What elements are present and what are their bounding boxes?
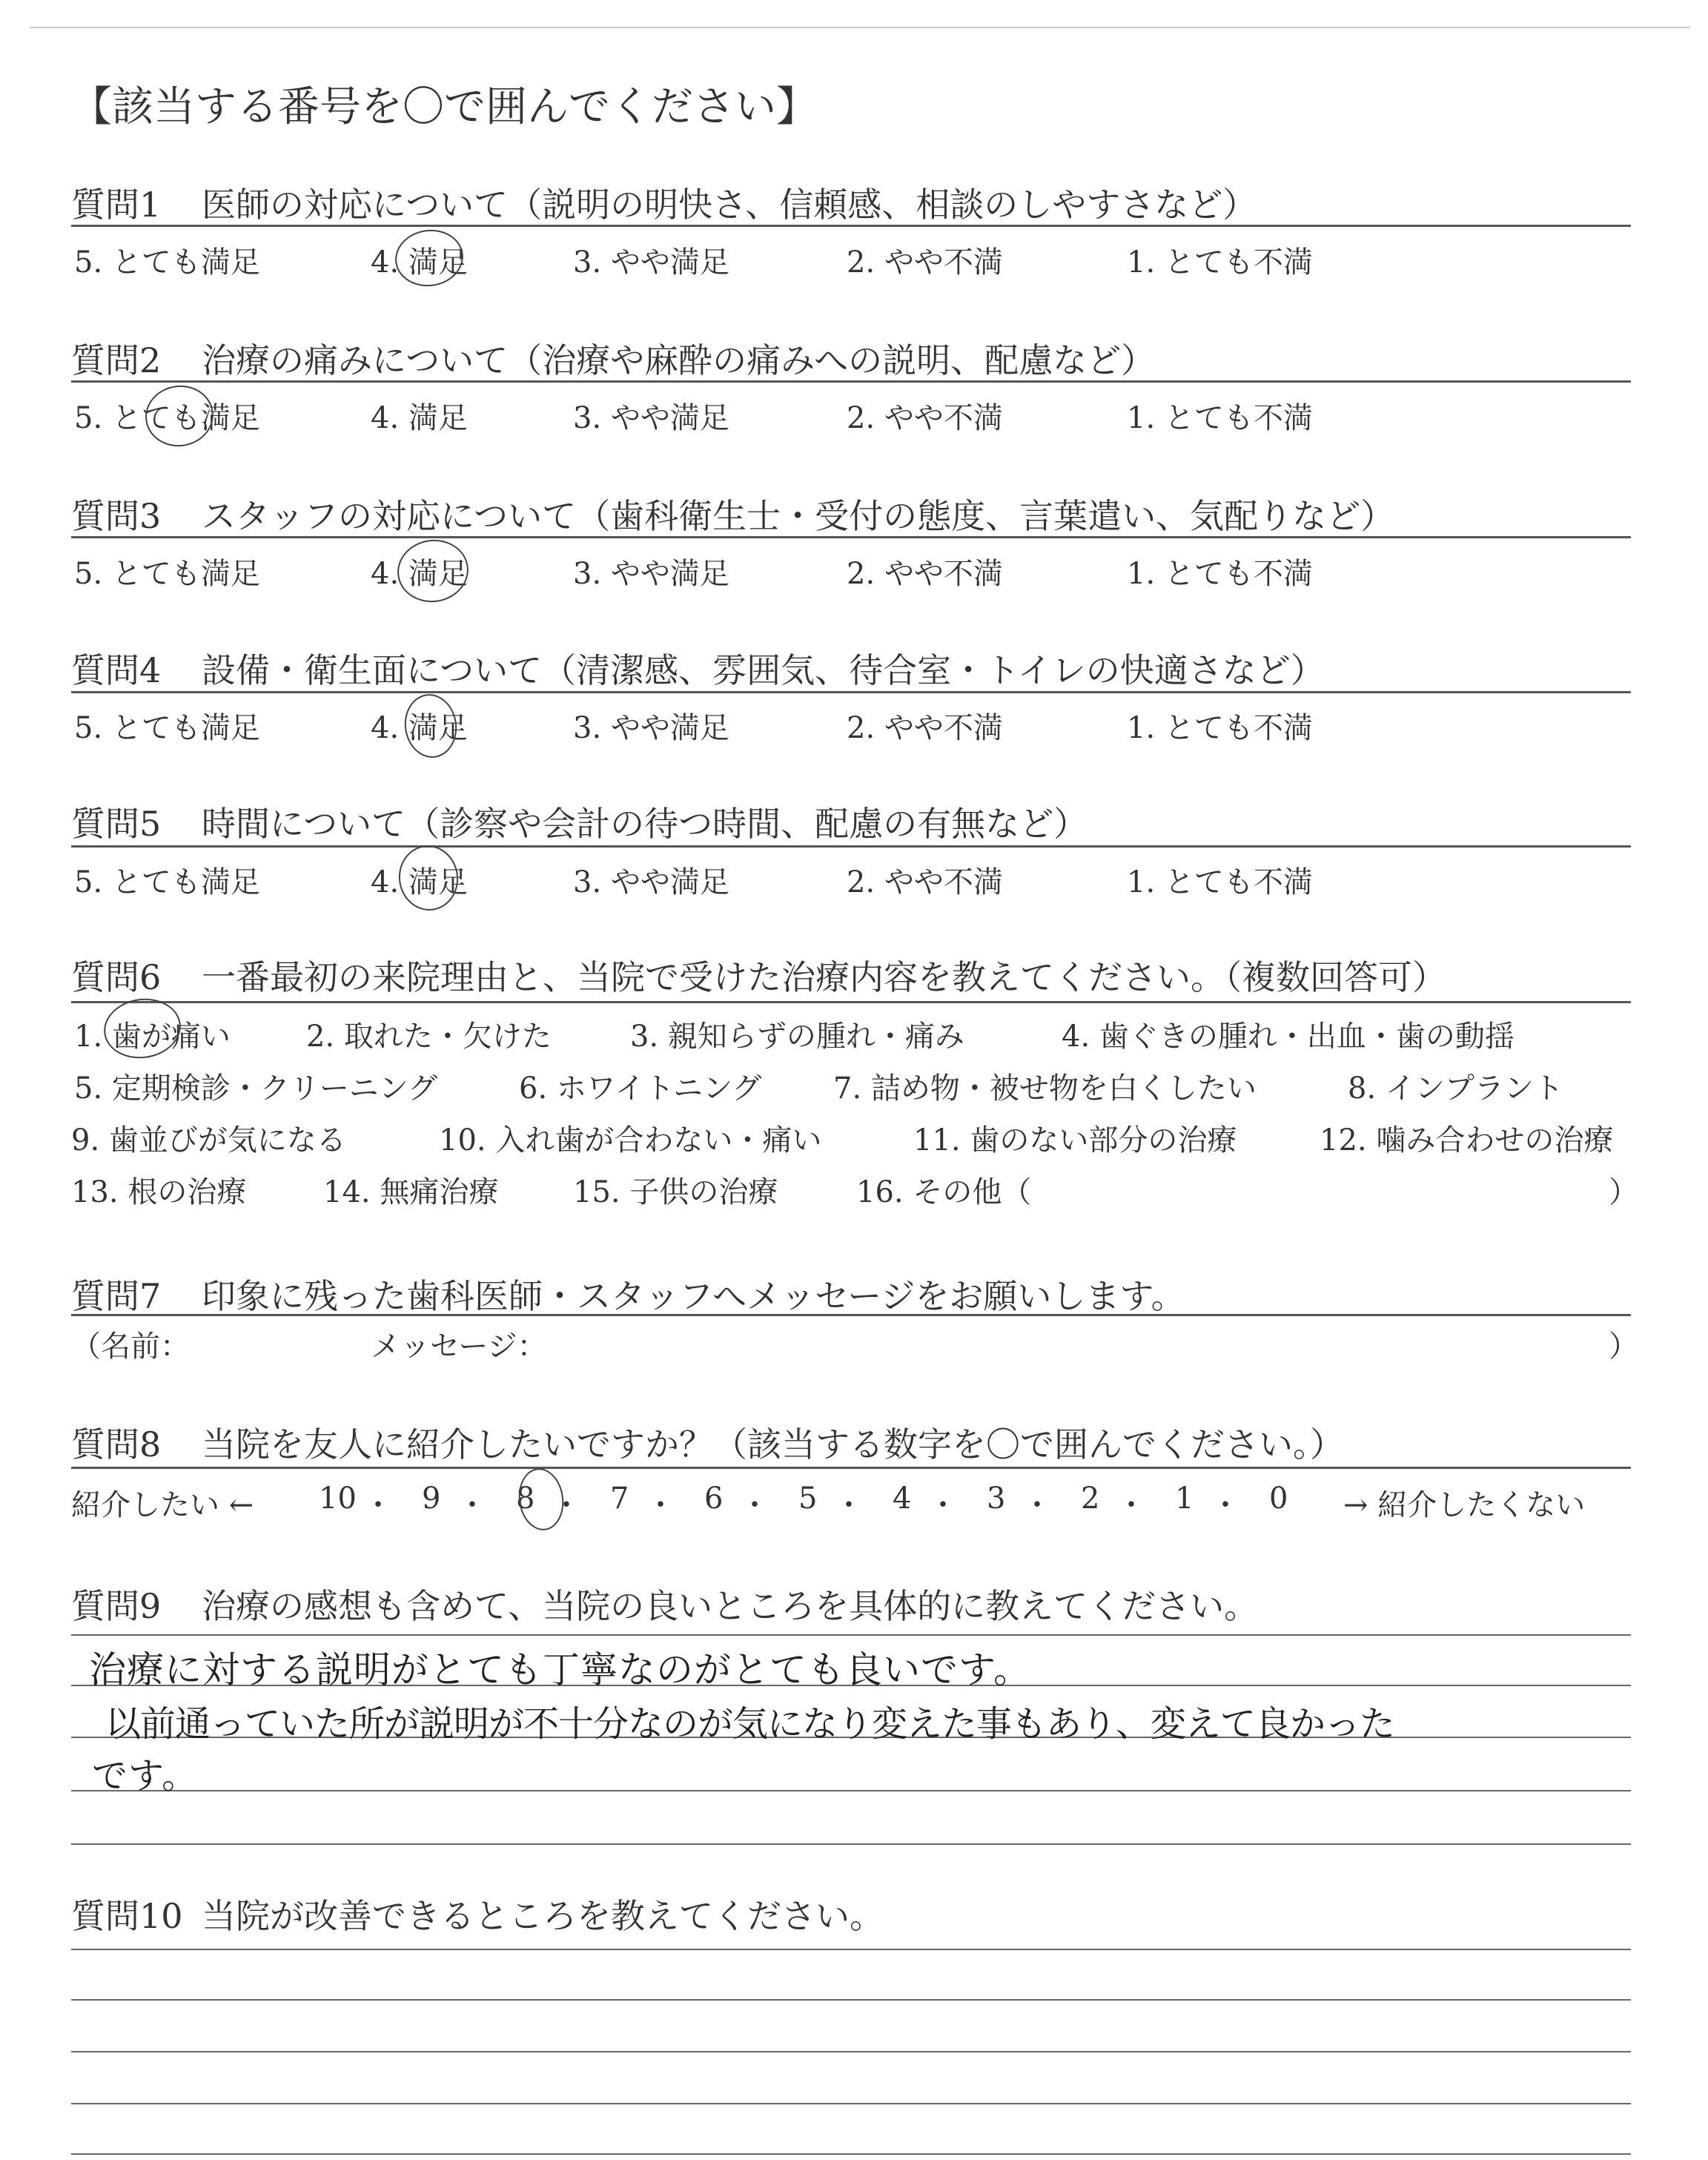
question-number: 質問5 [71, 804, 162, 844]
answer-line [71, 1790, 1631, 1791]
question-10 [71, 1889, 884, 1938]
page-top-border [30, 27, 1690, 28]
q6-option-4[interactable]: 4. 歯ぐきの腫れ・出血・歯の動揺 [1062, 1020, 1515, 1054]
question-rule [71, 536, 1631, 538]
question-6 [71, 951, 1446, 1000]
q9-answer-line-2[interactable]: 以前通っていた所が説明が不十分なのが気になり変えた事もあり、変えて良かった [105, 1703, 1395, 1745]
q3-option-1[interactable]: 1. とても不満 [1127, 557, 1313, 591]
question-number: 質問4 [71, 650, 162, 690]
q2-option-3[interactable]: 3. やや満足 [573, 401, 729, 435]
q8-separator: ・ [1022, 1488, 1052, 1522]
answer-line [71, 1949, 1631, 1950]
q5-option-4[interactable]: 4. 満足 [371, 865, 468, 899]
question-number: 質問6 [71, 957, 162, 997]
q6-option-2[interactable]: 2. 取れた・欠けた [306, 1020, 552, 1054]
question-rule [71, 1001, 1631, 1003]
q8-score-6[interactable]: 6 [704, 1482, 724, 1516]
question-text: 医師の対応について（説明の明快さ、信頼感、相談のしやすさなど） [202, 185, 1257, 225]
q8-separator: ・ [363, 1488, 393, 1522]
question-text: 治療の感想も含めて、当院の良いところを具体的に教えてください。 [202, 1586, 1259, 1626]
answer-line [71, 1843, 1631, 1845]
q4-option-1[interactable]: 1. とても不満 [1127, 711, 1313, 745]
question-2 [71, 334, 1155, 383]
q4-option-3[interactable]: 3. やや満足 [573, 711, 729, 745]
question-rule [71, 225, 1631, 227]
answer-line [71, 2103, 1631, 2104]
q3-option-3[interactable]: 3. やや満足 [573, 557, 729, 591]
question-9 [71, 1579, 1258, 1628]
q8-separator: ・ [928, 1488, 958, 1522]
q3-option-4[interactable]: 4. 満足 [371, 557, 468, 591]
selection-circle [142, 381, 218, 451]
q8-score-8[interactable]: 8 [516, 1482, 535, 1516]
question-text: 時間について（診察や会計の待つ時間、配慮の有無など） [202, 804, 1088, 844]
q8-score-3[interactable]: 3 [987, 1482, 1006, 1516]
question-8 [71, 1418, 1344, 1467]
question-number: 質問3 [71, 496, 162, 536]
question-text: 設備・衛生面について（清潔感、雰囲気、待合室・トイレの快適さなど） [202, 650, 1325, 690]
page-title: 【該当する番号を〇で囲んでください】 [70, 83, 818, 131]
question-text: 当院を友人に紹介したいですか？（該当する数字を〇で囲んでください。） [202, 1424, 1344, 1464]
q8-separator: ・ [1116, 1488, 1146, 1522]
q5-option-2[interactable]: 2. やや不満 [847, 865, 1003, 899]
question-7 [71, 1269, 1185, 1318]
selection-circle [394, 842, 462, 914]
question-number: 質問9 [71, 1586, 162, 1626]
question-3 [71, 489, 1394, 538]
question-text: スタッフの対応について（歯科衛生士・受付の態度、言葉遣い、気配りなど） [202, 496, 1395, 536]
question-text: 一番最初の来院理由と、当院で受けた治療内容を教えてください。（複数回答可） [202, 957, 1446, 997]
q8-separator: ・ [552, 1488, 581, 1522]
q6-option-11[interactable]: 11. 歯のない部分の治療 [913, 1123, 1237, 1157]
q8-score-9[interactable]: 9 [422, 1482, 441, 1516]
q4-option-5[interactable]: 5. とても満足 [74, 711, 260, 745]
q4-option-2[interactable]: 2. やや不満 [847, 711, 1003, 745]
question-rule [71, 845, 1631, 848]
q2-option-1[interactable]: 1. とても不満 [1127, 401, 1313, 435]
q7-close: ） [1609, 1330, 1638, 1364]
question-number: 質問7 [71, 1276, 162, 1316]
question-4 [71, 644, 1325, 693]
question-rule [71, 380, 1631, 383]
q8-separator: ・ [646, 1488, 675, 1522]
q6-option-10[interactable]: 10. 入れ歯が合わない・痛い [439, 1123, 822, 1157]
q8-score-5[interactable]: 5 [798, 1482, 818, 1516]
selection-circle [400, 691, 460, 762]
q5-option-1[interactable]: 1. とても不満 [1127, 865, 1313, 899]
q2-option-4[interactable]: 4. 満足 [371, 401, 468, 435]
q1-option-4[interactable]: 4. 満足 [371, 245, 468, 280]
q6-option-12[interactable]: 12. 噛み合わせの治療 [1320, 1123, 1614, 1157]
q1-option-5[interactable]: 5. とても満足 [74, 245, 260, 280]
q6-option-16[interactable]: 16. その他（ [856, 1175, 1032, 1209]
q8-score-4[interactable]: 4 [893, 1482, 912, 1516]
q6-option-5[interactable]: 5. 定期検診・クリーニング [74, 1071, 438, 1106]
q4-option-4[interactable]: 4. 満足 [371, 711, 468, 745]
q8-separator: ・ [834, 1488, 864, 1522]
answer-line [71, 2153, 1631, 2155]
q6-option-14[interactable]: 14. 無痛治療 [323, 1175, 499, 1209]
q2-option-2[interactable]: 2. やや不満 [847, 401, 1003, 435]
question-text: 印象に残った歯科医師・スタッフへメッセージをお願いします。 [202, 1276, 1185, 1316]
q8-score-7[interactable]: 7 [610, 1482, 629, 1516]
q8-right-label: → 紹介したくない [1343, 1488, 1586, 1522]
answer-line [71, 2051, 1631, 2052]
q8-separator: ・ [457, 1488, 487, 1522]
q5-option-3[interactable]: 3. やや満足 [573, 865, 729, 899]
question-1 [71, 178, 1257, 227]
q6-option-15[interactable]: 15. 子供の治療 [573, 1175, 778, 1209]
question-number: 質問10 [71, 1896, 183, 1936]
q8-score-0[interactable]: 0 [1269, 1482, 1288, 1516]
q5-option-5[interactable]: 5. とても満足 [74, 865, 260, 899]
q6-option-9[interactable]: 9. 歯並びが気になる [71, 1123, 346, 1157]
question-rule [71, 691, 1631, 693]
q8-score-10[interactable]: 10 [319, 1482, 357, 1516]
q3-option-5[interactable]: 5. とても満足 [74, 557, 260, 591]
q8-left-label: 紹介したい ← [71, 1488, 254, 1522]
q8-score-1[interactable]: 1 [1175, 1482, 1194, 1516]
q7-name-label[interactable]: （名前： [71, 1330, 190, 1364]
q9-answer-line-1[interactable]: 治療に対する説明がとても丁寧なのがとても良いです。 [89, 1648, 1031, 1691]
q6-option-3[interactable]: 3. 親知らずの腫れ・痛み [630, 1020, 964, 1054]
q6-option-8[interactable]: 8. インプラント [1348, 1071, 1563, 1106]
answer-line [71, 1999, 1631, 2001]
question-5 [71, 797, 1088, 846]
q1-option-2[interactable]: 2. やや不満 [847, 245, 1003, 280]
q6-option-1[interactable]: 1. 歯が痛い [74, 1020, 231, 1054]
selection-circle [394, 535, 473, 607]
question-number: 質問2 [71, 340, 162, 380]
question-rule [71, 1467, 1631, 1469]
q2-option-5[interactable]: 5. とても満足 [74, 401, 260, 435]
q6-option-13[interactable]: 13. 根の治療 [71, 1175, 247, 1209]
q7-message-label[interactable]: メッセージ： [371, 1330, 547, 1364]
q1-option-3[interactable]: 3. やや満足 [573, 245, 729, 280]
q8-score-2[interactable]: 2 [1081, 1482, 1100, 1516]
question-text: 治療の痛みについて（治療や麻酔の痛みへの説明、配慮など） [202, 340, 1156, 380]
q3-option-2[interactable]: 2. やや不満 [847, 557, 1003, 591]
q8-separator: ・ [1211, 1488, 1240, 1522]
question-text: 当院が改善できるところを教えてください。 [202, 1896, 884, 1936]
q6-other-close: ） [1609, 1175, 1638, 1209]
q8-separator: ・ [740, 1488, 769, 1522]
answer-line [71, 1634, 1631, 1636]
question-rule [71, 1314, 1631, 1316]
q9-answer-line-3[interactable]: です。 [92, 1755, 199, 1797]
q6-option-7[interactable]: 7. 詰め物・被せ物を白くしたい [833, 1071, 1257, 1106]
q6-option-6[interactable]: 6. ホワイトニング [519, 1071, 762, 1106]
q1-option-1[interactable]: 1. とても不満 [1127, 245, 1313, 280]
question-number: 質問1 [71, 185, 162, 225]
question-number: 質問8 [71, 1424, 162, 1464]
